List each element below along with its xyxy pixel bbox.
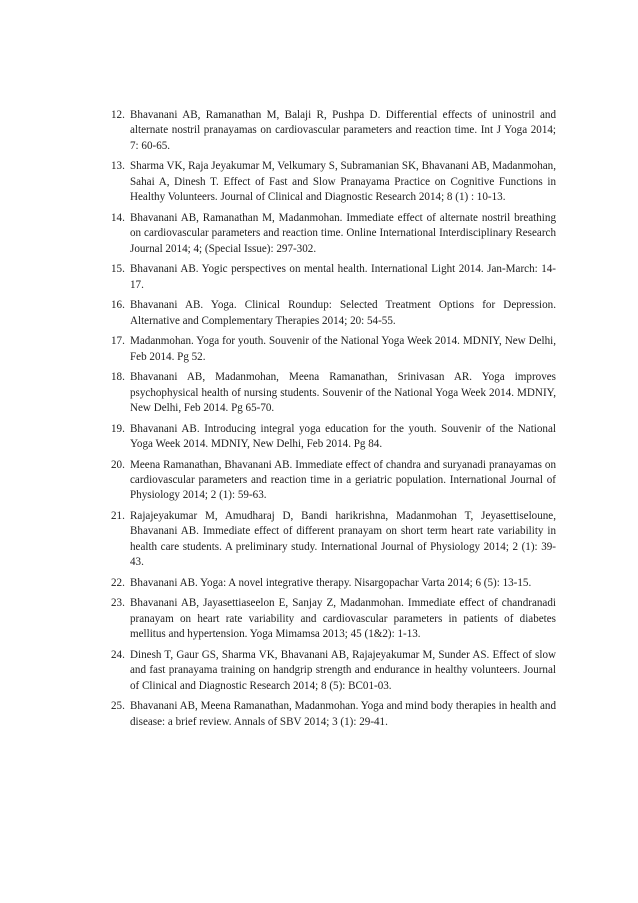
reference-number: 18. [111, 371, 125, 384]
reference-item [111, 159, 556, 205]
reference-item [111, 509, 556, 571]
reference-item [111, 576, 556, 591]
reference-item [111, 596, 556, 642]
reference-number: 14. [111, 211, 125, 224]
reference-number: 22. [111, 576, 125, 589]
reference-text: Bhavanani AB, Ramanathan M, Balaji R, Pushpa D. Differential effects of uninostril and alternate nostril pranayamas on cardiovascular parameters and reaction time. Int J Yoga 2014; 7: 60-65. [130, 109, 556, 152]
reference-item [111, 370, 556, 416]
reference-text: Meena Ramanathan, Bhavanani AB. Immediate effect of chandra and suryanadi pranayamas on cardiovascular parameters and reaction time in a geriatric population. International Journal of Physiology 2014; 2 (1): 59-63. [130, 458, 556, 502]
reference-text: Bhavanani AB. Yoga. Clinical Roundup: Selected Treatment Options for Depression. Alternative and Complementary Therapies 2014; 20: 54-55. [130, 299, 556, 327]
reference-number: 12. [111, 109, 125, 121]
reference-item [111, 108, 556, 154]
reference-item [111, 211, 556, 257]
reference-text: Bhavanani AB. Yoga: A novel integrative therapy. Nisargopachar Varta 2014; 6 (5): 13-15. [130, 576, 532, 589]
reference-text: Dinesh T, Gaur GS, Sharma VK, Bhavanani AB, Rajajeyakumar M, Sunder AS. Effect of slow and fast pranayama training on handgrip strength and endurance in healthy volunteers. Journal of Clinical and Diagnostic Research 2014; 8 (5): BC01-03. [130, 648, 556, 692]
reference-item [111, 648, 556, 694]
reference-item [111, 699, 556, 730]
reference-number: 17. [111, 335, 125, 348]
reference-number: 21. [111, 510, 125, 523]
reference-item [111, 458, 556, 504]
reference-item [111, 334, 556, 365]
reference-list [111, 108, 556, 735]
reference-text: Bhavanani AB, Jayasettiaseelon E, Sanjay Z, Madanmohan. Immediate effect of chandranadi pranayam on heart rate variability and cardiovascular parameters in patients of diabetes mellitus and hypertension. Yoga Mimamsa 2013; 45 (1&2): 1-13. [130, 597, 556, 641]
reference-item [111, 262, 556, 293]
reference-text: Sharma VK, Raja Jeyakumar M, Velkumary S, Subramanian SK, Bhavanani AB, Madanmohan, Sahai A, Dinesh T. Effect of Fast and Slow Pranayama Practice on Cognitive Functions in Healthy Volunteers. Journal of Clinical and Diagnostic Research 2014; 8 (1) : 10-13. [130, 160, 556, 204]
reference-number: 24. [111, 648, 125, 661]
reference-number: 15. [111, 263, 125, 276]
reference-number: 20. [111, 458, 125, 471]
reference-text: Bhavanani AB. Introducing integral yoga education for the youth. Souvenir of the National Yoga Week 2014. MDNIY, New Delhi, Feb 2014. Pg 84. [130, 422, 556, 451]
reference-text: Bhavanani AB. Yogic perspectives on mental health. International Light 2014. Jan-March: 14-17. [130, 263, 556, 291]
reference-text: Bhavanani AB, Meena Ramanathan, Madanmohan. Yoga and mind body therapies in health and disease: a brief review. Annals of SBV 2014; 3 (1): 29-41. [130, 700, 556, 728]
reference-text: Bhavanani AB, Madanmohan, Meena Ramanathan, Srinivasan AR. Yoga improves psychophysical health of nursing students. Souvenir of the National Yoga Week 2014. MDNIY, New Delhi, Feb 2014. Pg 65-70. [130, 371, 556, 415]
reference-item [111, 422, 556, 453]
reference-text: Bhavanani AB, Ramanathan M, Madanmohan. Immediate effect of alternate nostril breathing on cardiovascular parameters and reaction time. Online International Interdisciplinary Research Journal 2014; 4; (Special Issue): 297-302. [130, 211, 556, 255]
reference-text: Rajajeyakumar M, Amudharaj D, Bandi harikrishna, Madanmohan T, Jeyasettiseloune, Bhavanani AB. Immediate effect of different pranayam on short term heart rate variability in health care students. A preliminary study. International Journal of Physiology 2014; 2 (1): 39-43. [130, 510, 556, 569]
reference-number: 13. [111, 160, 125, 173]
reference-item [111, 298, 556, 329]
reference-number: 25. [111, 700, 125, 713]
reference-text: Madanmohan. Yoga for youth. Souvenir of the National Yoga Week 2014. MDNIY, New Delhi, Feb 2014. Pg 52. [130, 335, 556, 363]
reference-number: 16. [111, 299, 125, 312]
reference-number: 23. [111, 597, 125, 610]
reference-number: 19. [111, 422, 125, 435]
